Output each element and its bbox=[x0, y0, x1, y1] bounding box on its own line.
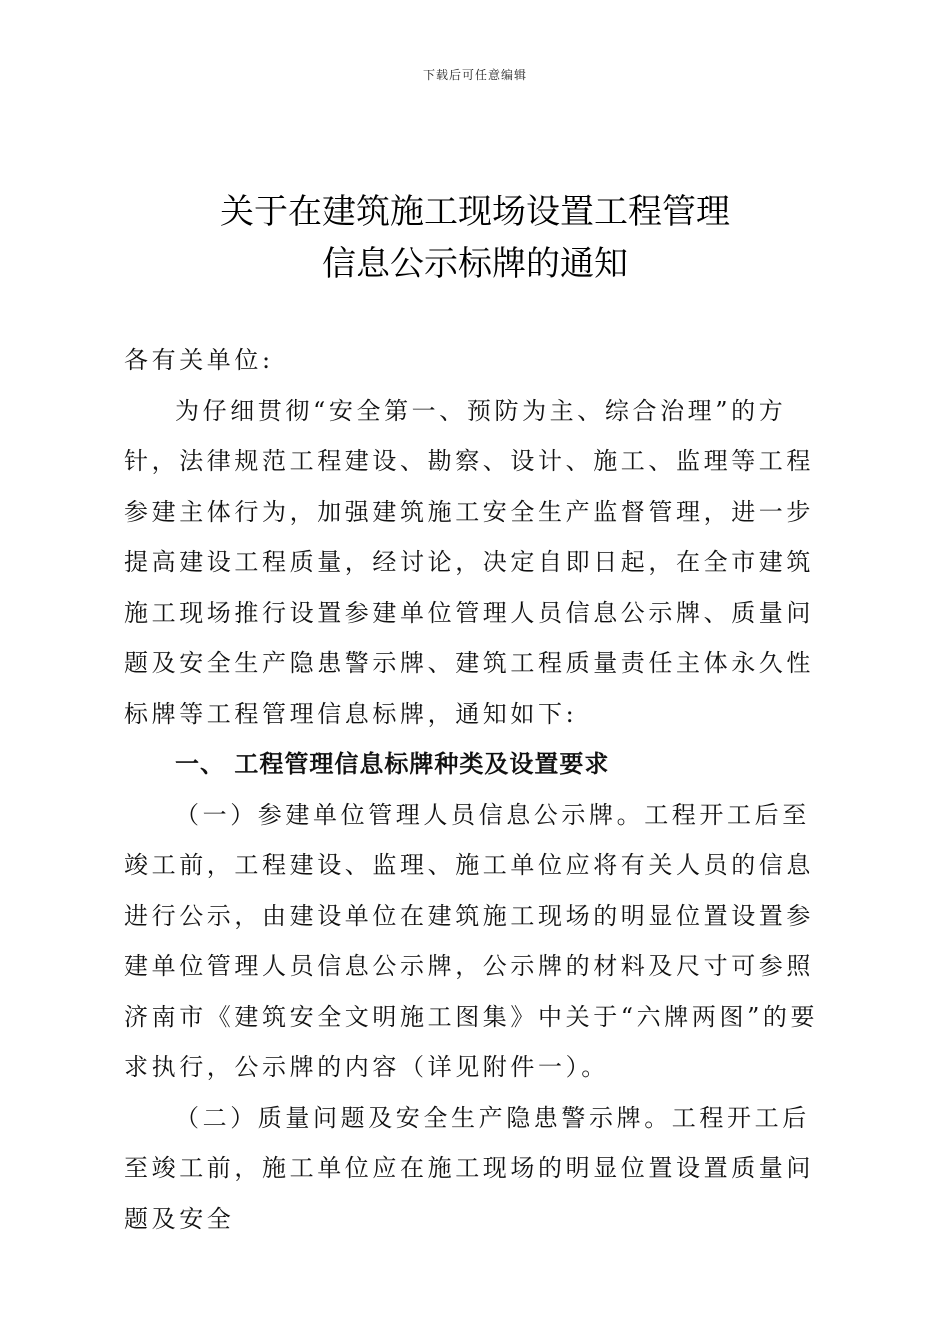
paragraph-intro: 为仔细贯彻“安全第一、预防为主、综合治理”的方针，法律规范工程建设、勘察、设计、施工、监理等工程参建主体行为，加强建筑施工安全生产监督管理，进一步提高建设工程质量，经讨论，决定自即日起，在全市建筑施工现场推行设置参建单位管理人员信息公示牌、质量问题及安全生产隐患警示牌、建筑工程质量责任主体永久性标牌等工程管理信息标牌，通知如下: bbox=[124, 396, 814, 728]
section-heading-1: 一、 工程管理信息标牌种类及设置要求 bbox=[175, 750, 610, 778]
document-body bbox=[124, 335, 836, 1244]
header-note: 下载后可任意编辑 bbox=[422, 68, 527, 82]
document-title bbox=[0, 186, 950, 290]
title-line-1: 关于在建筑施工现场设置工程管理 bbox=[220, 192, 730, 232]
title-line-2: 信息公示标牌的通知 bbox=[322, 244, 628, 284]
salutation: 各有关单位: bbox=[124, 346, 274, 374]
paragraph-item-2: （二）质量问题及安全生产隐患警示牌。工程开工后至竣工前，施工单位应在施工现场的明显位置设置质量问题及安全 bbox=[124, 1103, 814, 1233]
paragraph-item-1: （一）参建单位管理人员信息公示牌。工程开工后至竣工前，工程建设、监理、施工单位应将有关人员的信息进行公示，由建设单位在建筑施工现场的明显位置设置参建单位管理人员信息公示牌，公示牌的材料及尺寸可参照济南市《建筑安全文明施工图集》中关于“六牌两图”的要求执行，公示牌的内容（详见附件一）。 bbox=[124, 800, 819, 1081]
